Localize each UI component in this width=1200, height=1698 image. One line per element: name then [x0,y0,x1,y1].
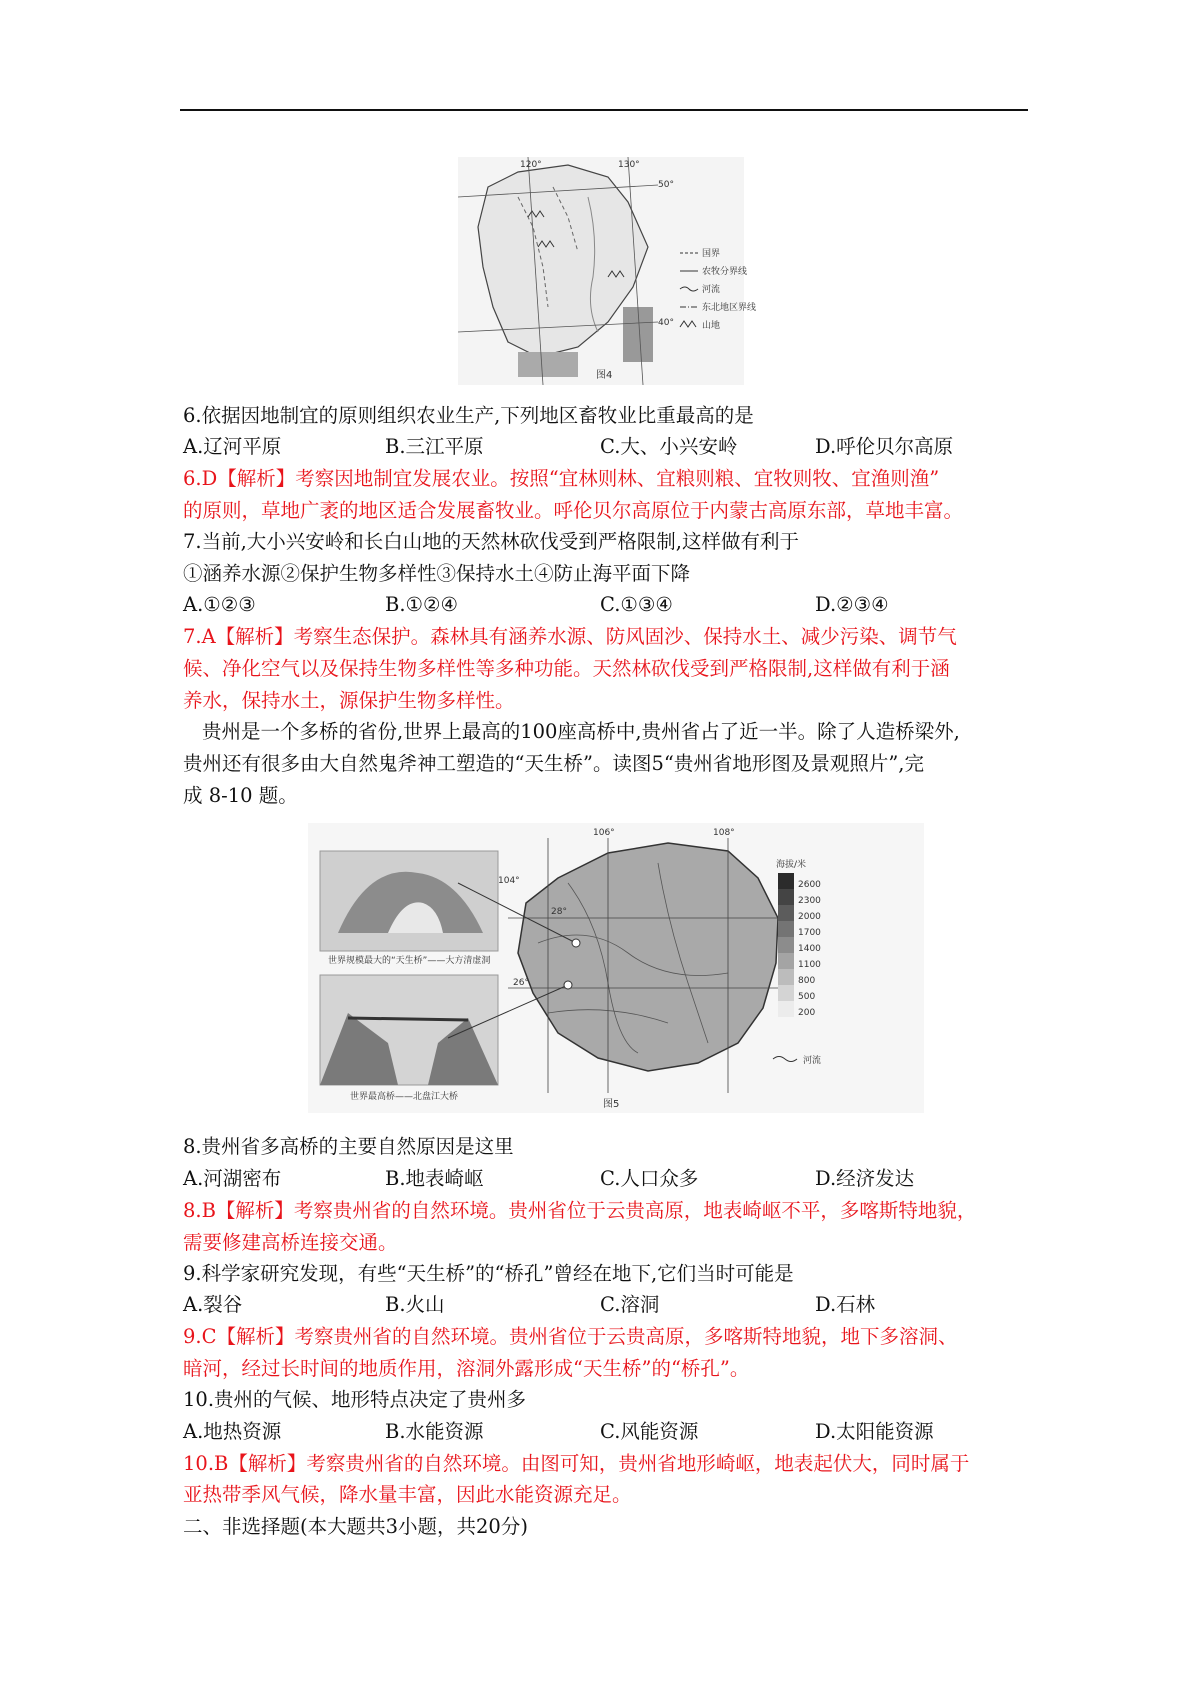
q7-items: ①涵养水源②保护生物多样性③保持水土④防止海平面下降 [183,562,691,585]
q7-answer-line-3: 养水，保持水土，源保护生物多样性。 [183,689,515,712]
q7-option-b: B.①②④ [385,593,458,616]
q10-answer-line-1: 10.B【解析】考察贵州省的自然环境。由图可知，贵州省地形崎岖，地表起伏大，同时属于 [183,1452,970,1475]
fig5-lon-108: 108° [713,828,735,838]
fig4-lon-120: 120° [520,160,542,170]
fig4-legend-agro-pastoral: 农牧分界线 [702,267,748,277]
header-rule [180,109,1028,111]
fig5-legend-2600: 2600 [798,880,821,890]
fig5-legend-1400: 1400 [798,944,821,954]
q6-option-b: B.三江平原 [385,435,484,458]
intro-line-1: 贵州是一个多桥的省份,世界上最高的100座高桥中,贵州省占了近一半。除了人造桥梁外, [202,720,960,743]
q7-option-c: C.①③④ [600,593,673,616]
q9-option-c: C.溶洞 [600,1293,660,1316]
q8-option-c: C.人口众多 [600,1167,699,1190]
q9-option-a: A.裂谷 [183,1293,243,1316]
q8-option-d: D.经济发达 [815,1167,915,1190]
fig5-lon-104: 104° [498,876,520,886]
q9-option-b: B.火山 [385,1293,445,1316]
figure-5-guizhou-map [308,823,924,1113]
intro-line-2: 贵州还有很多由大自然鬼斧神工塑造的“天生桥”。读图5“贵州省地形图及景观照片”,完 [183,752,924,775]
northeast-map-graphic [458,157,757,385]
q6-answer-line-2: 的原则，草地广袤的地区适合发展畜牧业。呼伦贝尔高原位于内蒙古高原东部，草地丰富。 [183,499,964,522]
photo2-caption: 世界最高桥——北盘江大桥 [350,1092,459,1102]
fig5-legend-500: 500 [798,992,816,1002]
q6-option-c: C.大、小兴安岭 [600,435,738,458]
fig5-caption: 图5 [603,1099,620,1110]
q10-option-a: A.地热资源 [183,1420,282,1443]
q9-answer-line-1: 9.C【解析】考察贵州省的自然环境。贵州省位于云贵高原，多喀斯特地貌，地下多溶洞、 [183,1325,958,1348]
fig5-legend-800: 800 [798,976,816,986]
q8-option-b: B.地表崎岖 [385,1167,484,1190]
q6-stem: 6.依据因地制宜的原则组织农业生产,下列地区畜牧业比重最高的是 [183,404,754,427]
q10-option-d: D.太阳能资源 [815,1420,934,1443]
fig5-legend-river: 河流 [803,1056,822,1066]
fig5-legend-2300: 2300 [798,896,821,906]
fig4-legend-ne-border: 东北地区界线 [702,303,757,313]
figure-4-northeast-map [458,157,757,385]
q8-option-a: A.河湖密布 [183,1167,282,1190]
fig4-legend-border: 国界 [702,249,721,259]
guizhou-map-graphic [308,823,924,1113]
q6-answer-line-1: 6.D【解析】考察因地制宜发展农业。按照“宜林则林、宜粮则粮、宜牧则牧、宜渔则渔” [183,467,940,490]
fig4-lat-40: 40° [658,318,674,328]
fig5-legend-200: 200 [798,1008,816,1018]
fig5-legend-2000: 2000 [798,912,821,922]
q6-option-a: A.辽河平原 [183,435,282,458]
fig5-lat-26: 26° [513,978,529,988]
fig5-legend-title: 海拔/米 [776,860,807,870]
fig4-lon-130: 130° [618,160,640,170]
q9-option-d: D.石林 [815,1293,876,1316]
q8-stem: 8.贵州省多高桥的主要自然原因是这里 [183,1135,514,1158]
q10-answer-line-2: 亚热带季风气候，降水量丰富，因此水能资源充足。 [183,1483,632,1506]
fig4-caption: 图4 [596,370,613,381]
photo1-caption: 世界规模最大的“天生桥”——大方清虚洞 [328,956,491,966]
q6-option-d: D.呼伦贝尔高原 [815,435,954,458]
fig4-legend-mountain: 山地 [702,321,721,331]
q7-stem: 7.当前,大小兴安岭和长白山地的天然林砍伐受到严格限制,这样做有利于 [183,530,800,553]
q9-answer-line-2: 暗河，经过长时间的地质作用，溶洞外露形成“天生桥”的“桥孔”。 [183,1357,750,1380]
q10-option-b: B.水能资源 [385,1420,484,1443]
q8-answer-line-2: 需要修建高桥连接交通。 [183,1231,398,1254]
fig5-legend-1700: 1700 [798,928,821,938]
intro-line-3: 成 8-10 题。 [183,784,298,807]
fig5-legend-1100: 1100 [798,960,821,970]
q7-answer-line-1: 7.A【解析】考察生态保护。森林具有涵养水源、防风固沙、保持水土、减少污染、调节气 [183,625,957,648]
q7-option-d: D.②③④ [815,593,889,616]
q10-stem: 10.贵州的气候、地形特点决定了贵州多 [183,1388,527,1411]
fig5-lat-28: 28° [551,907,567,917]
fig5-lon-106: 106° [593,828,615,838]
fig4-lat-50: 50° [658,180,674,190]
fig4-legend-river: 河流 [702,285,721,295]
q8-answer-line-1: 8.B【解析】考察贵州省的自然环境。贵州省位于云贵高原，地表崎岖不平，多喀斯特地貌， [183,1199,977,1222]
q9-stem: 9.科学家研究发现，有些“天生桥”的“桥孔”曾经在地下,它们当时可能是 [183,1262,794,1285]
q7-answer-line-2: 候、净化空气以及保持生物多样性等多种功能。天然林砍伐受到严格限制,这样做有利于涵 [183,657,950,680]
q10-option-c: C.风能资源 [600,1420,699,1443]
q7-option-a: A.①②③ [183,593,256,616]
section-2-heading: 二、非选择题(本大题共3小题，共20分) [183,1515,528,1538]
